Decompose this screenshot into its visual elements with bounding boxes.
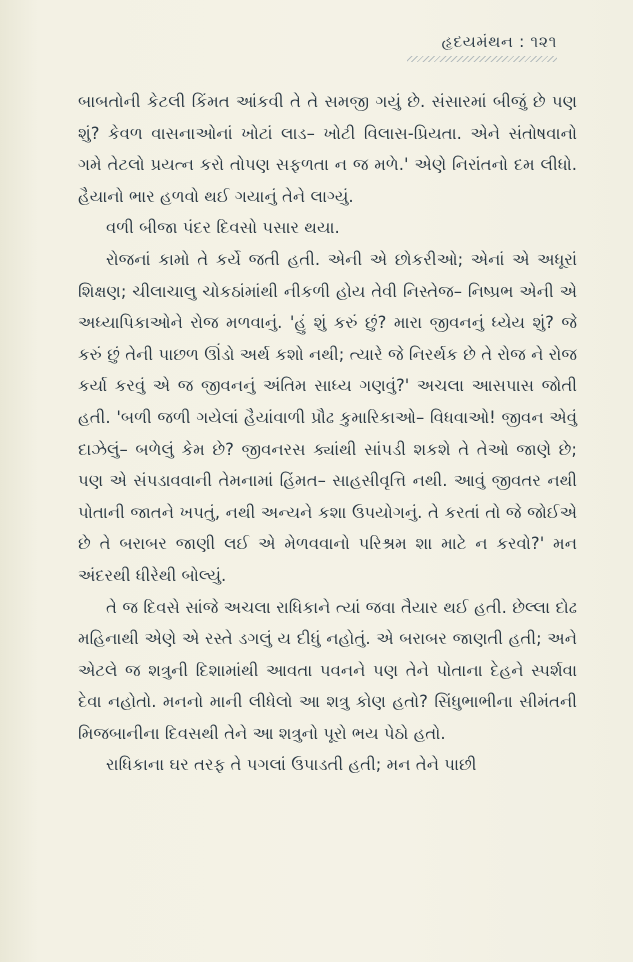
paragraph-1: બાબતોની કેટલી કિંમત આંકવી તે તે સમજી ગયું છે. સંસારમાં બીજું છે પણ શું? કેવળ વાસનાઓનાં ખોટાં લાડ– ખોટી વિલાસ-પ્રિયતા. એને સંતોષવાનો ગમે તેટલો પ્રયત્ન કરો તોપણ સફળતા ન જ મળે.' એણે નિરાંતનો દમ લીધો. હૈયાનો ભાર હળવો થઈ ગયાનું તેને લાગ્યું.	[78, 92, 577, 206]
paragraph-2: વળી બીજા પંદર દિવસો પસાર થયા.	[106, 218, 340, 238]
paragraph-3: રોજનાં કામો તે કર્યે જતી હતી. એની એ છોકરીઓ; એનાં એ અધૂરાં શિક્ષણ; ચીલાચાલુ ચોકઠાંમાંથી નીકળી હોય તેવી નિસ્તેજ– નિષ્પ્રભ એની એ અધ્યાપિકાઓને રોજ મળવાનું. 'હું શું કરું છું? મારા જીવનનું ધ્યેય શું? જે કરું છું તેની પાછળ ઊંડો અર્થ કશો નથી; ત્યારે જે નિરર્થક છે તે રોજ ને રોજ કર્યા કરવું એ જ જીવનનું અંતિમ સાધ્ય ગણવું?' અચલા આસપાસ જોતી હતી. 'બળી જળી ગયેલાં હૈયાંવાળી પ્રૌઢ કુમારિકાઓ– વિધવાઓ! જીવન એવું દાઝેલું– બળેલું કેમ છે? જીવનરસ ક્યાંથી સાંપડી શકશે તે તેઓ જાણે છે; પણ એ સંપડાવવાની તેમનામાં હિંમત– સાહસીવૃત્તિ નથી. આવું જીવતર નથી પોતાની જાતને ખપતું, નથી અન્યને કશા ઉપયોગનું. તે કરતાં તો જે જોઈએ છે તે બરાબર જાણી લઈ એ મેળવવાનો પરિશ્રમ શા માટે ન કરવો?' મન અંદરથી ધીરેથી બોલ્યું.	[78, 249, 577, 585]
paragraph-4: તે જ દિવસે સાંજે અચલા રાધિકાને ત્યાં જવા તૈયાર થઈ હતી. છેલ્લા દોઢ મહિનાથી એણે એ રસ્તે ડગલું ય દીધું નહોતું. એ બરાબર જાણતી હતી; અને એટલે જ શત્રુની દિશામાંથી આવતા પવનને પણ તેને પોતાના દેહને સ્પર્શવા દેવા નહોતો. મનનો માની લીધેલો આ શત્રુ કોણ હતો? સિંધુભાભીના સીમંતની મિજબાનીના દિવસથી તેને આ શત્રુનો પૂરો ભય પેઠો હતો.	[78, 597, 577, 743]
body-text	[78, 86, 577, 781]
running-header: હૃદયમંથન : ૧૨૧	[441, 32, 557, 51]
header-wavy-rule	[407, 56, 557, 62]
paragraph-5: રાધિકાના ઘર તરફ તે પગલાં ઉપાડતી હતી; મન તેને પાછી	[106, 755, 477, 775]
